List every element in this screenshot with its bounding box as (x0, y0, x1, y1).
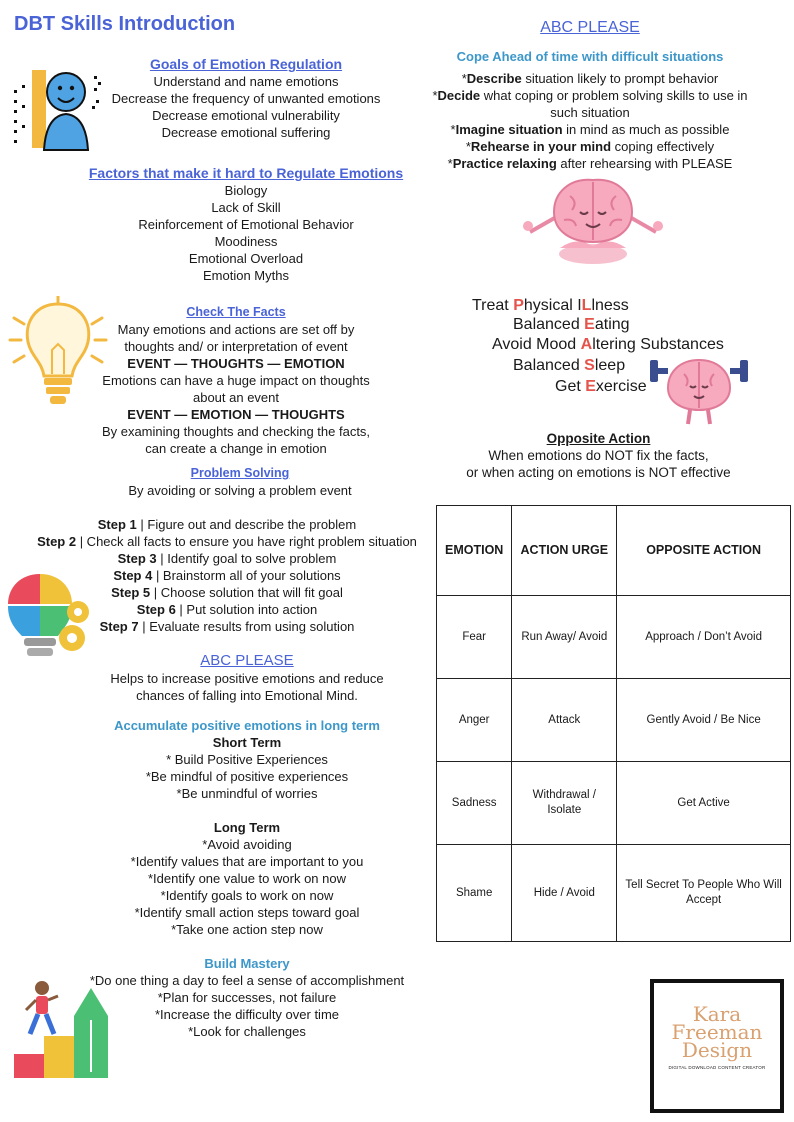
logo-text: Design (681, 1038, 753, 1062)
problem-solving-intro: By avoiding or solving a problem event (128, 483, 352, 498)
table-cell: Run Away/ Avoid (512, 596, 617, 679)
sequence-event-emotion-thoughts: EVENT — EMOTION — THOUGHTS (127, 407, 345, 422)
cope-item: *Practice relaxing after rehearsing with PLEASE (447, 156, 733, 171)
table-cell: Attack (512, 679, 617, 762)
logo-tagline: DIGITAL DOWNLOAD CONTENT CREATOR (668, 1065, 766, 1070)
cope-ahead-heading: Cope Ahead of time with difficult situations (456, 49, 724, 64)
table-cell: Shame (437, 845, 512, 942)
opposite-action-intro: or when acting on emotions is NOT effective (466, 465, 731, 480)
mastery-item: *Increase the difficulty over time (154, 1007, 339, 1022)
table-cell: Sadness (437, 762, 512, 845)
opposite-action-heading: Opposite Action (546, 431, 651, 446)
cope-item: such situation (550, 105, 630, 120)
abc-please-right-heading: ABC PLEASE (540, 19, 640, 36)
table-cell: Tell Secret To People Who Will Accept (617, 845, 791, 942)
short-term-heading: Short Term (212, 735, 282, 750)
check-facts-line: Emotions can have a huge impact on thoughts (102, 373, 370, 388)
abc-intro-line: chances of falling into Emotional Mind. (136, 688, 358, 703)
long-term-item: *Identify goals to work on now (160, 888, 334, 903)
cope-item: *Decide what coping or problem solving skills to use in (432, 88, 748, 103)
please-item: Get Exercise (555, 378, 647, 395)
person-icon (10, 60, 106, 156)
short-term-item: *Be mindful of positive experiences (145, 769, 349, 784)
abc-intro-line: Helps to increase positive emotions and reduce (110, 671, 384, 686)
table-header: EMOTION (437, 506, 512, 596)
factor-item: Emotional Overload (188, 251, 304, 266)
goal-item: Decrease emotional suffering (161, 125, 331, 140)
logo-text: Kara (692, 1002, 742, 1026)
please-item: Balanced Eating (513, 316, 630, 333)
stairs-growth-icon (12, 976, 124, 1080)
factor-item: Lack of Skill (211, 200, 281, 215)
table-row (437, 596, 791, 679)
abc-please-left-section (80, 652, 414, 1040)
mastery-item: *Plan for successes, not failure (157, 990, 337, 1005)
factors-section (60, 164, 432, 284)
exercising-brain-icon (646, 352, 752, 428)
mastery-item: *Do one thing a day to feel a sense of accomplishment (89, 973, 405, 988)
opposite-action-table (436, 505, 791, 942)
long-term-item: *Take one action step now (171, 922, 323, 937)
short-term-item: * Build Positive Experiences (166, 752, 328, 767)
table-header-row (437, 506, 791, 596)
step-item: Step 6 | Put solution into action (136, 602, 318, 617)
goal-item: Understand and name emotions (153, 74, 339, 89)
check-facts-line: about an event (192, 390, 280, 405)
check-facts-line: Many emotions and actions are set off by (117, 322, 355, 337)
build-mastery-heading: Build Mastery (204, 956, 290, 971)
long-term-item: *Identify small action steps toward goal (134, 905, 360, 920)
table-cell: Get Active (617, 762, 791, 845)
please-item: Balanced Sleep (513, 357, 626, 374)
check-facts-line: can create a change in emotion (145, 441, 327, 456)
cope-item: *Imagine situation in mind as much as possible (450, 122, 730, 137)
step-item: Step 3 | Identify goal to solve problem (117, 551, 337, 566)
logo-text: Freeman (671, 1020, 763, 1044)
step-item: Step 7 | Evaluate results from using solution (99, 619, 355, 634)
goals-section (96, 55, 396, 141)
table-header: OPPOSITE ACTION (617, 506, 791, 596)
step-item: Step 5 | Choose solution that will fit goal (111, 585, 343, 600)
factor-item: Moodiness (214, 234, 278, 249)
page-title: DBT Skills Introduction (14, 13, 236, 35)
long-term-item: *Identify values that are important to you (130, 854, 364, 869)
check-facts-section (80, 304, 392, 457)
brand-logo (650, 979, 784, 1113)
factors-heading: Factors that make it hard to Regulate Emotions (88, 165, 404, 181)
cope-item: *Rehearse in your mind coping effectively (465, 139, 715, 154)
check-facts-line: thoughts and/ or interpretation of event (124, 339, 348, 354)
step-item: Step 4 | Brainstorm all of your solutions (113, 568, 341, 583)
table-row (437, 679, 791, 762)
table-cell: Approach / Don’t Avoid (617, 596, 791, 679)
long-term-item: *Avoid avoiding (202, 837, 292, 852)
problem-solving-section (80, 465, 400, 499)
factor-item: Reinforcement of Emotional Behavior (138, 217, 354, 232)
please-item: Treat Physical ILlness (472, 297, 629, 314)
mastery-item: *Look for challenges (188, 1024, 306, 1039)
opposite-action-intro: When emotions do NOT fix the facts, (488, 448, 709, 463)
check-facts-heading: Check The Facts (186, 305, 286, 319)
factor-item: Emotion Myths (203, 268, 289, 283)
table-cell: Withdrawal / Isolate (512, 762, 617, 845)
meditating-brain-icon (520, 176, 666, 268)
abc-please-right-section (410, 18, 770, 172)
table-cell: Gently Avoid / Be Nice (617, 679, 791, 762)
goals-heading: Goals of Emotion Regulation (149, 56, 343, 72)
factor-item: Biology (224, 183, 268, 198)
opposite-action-section (436, 430, 761, 481)
problem-solving-heading: Problem Solving (190, 466, 290, 480)
table-header: ACTION URGE (512, 506, 617, 596)
cope-item: *Describe situation likely to prompt behavior (461, 71, 719, 86)
table-row (437, 845, 791, 942)
goal-item: Decrease the frequency of unwanted emotions (111, 91, 381, 106)
table-cell: Anger (437, 679, 512, 762)
short-term-item: *Be unmindful of worries (176, 786, 318, 801)
abc-please-left-heading: ABC PLEASE (200, 652, 294, 669)
table-cell: Fear (437, 596, 512, 679)
table-row (437, 762, 791, 845)
sequence-event-thoughts-emotion: EVENT — THOUGHTS — EMOTION (127, 356, 345, 371)
long-term-heading: Long Term (213, 820, 281, 835)
check-facts-line: By examining thoughts and checking the facts, (101, 424, 371, 439)
goal-item: Decrease emotional vulnerability (152, 108, 340, 123)
accumulate-heading: Accumulate positive emotions in long term (114, 718, 380, 733)
step-item: Step 1 | Figure out and describe the problem (97, 517, 357, 532)
long-term-item: *Identify one value to work on now (147, 871, 346, 886)
please-item: Avoid Mood Altering Substances (492, 336, 724, 353)
step-item: Step 2 | Check all facts to ensure you have right problem situation (37, 534, 417, 549)
table-cell: Hide / Avoid (512, 845, 617, 942)
